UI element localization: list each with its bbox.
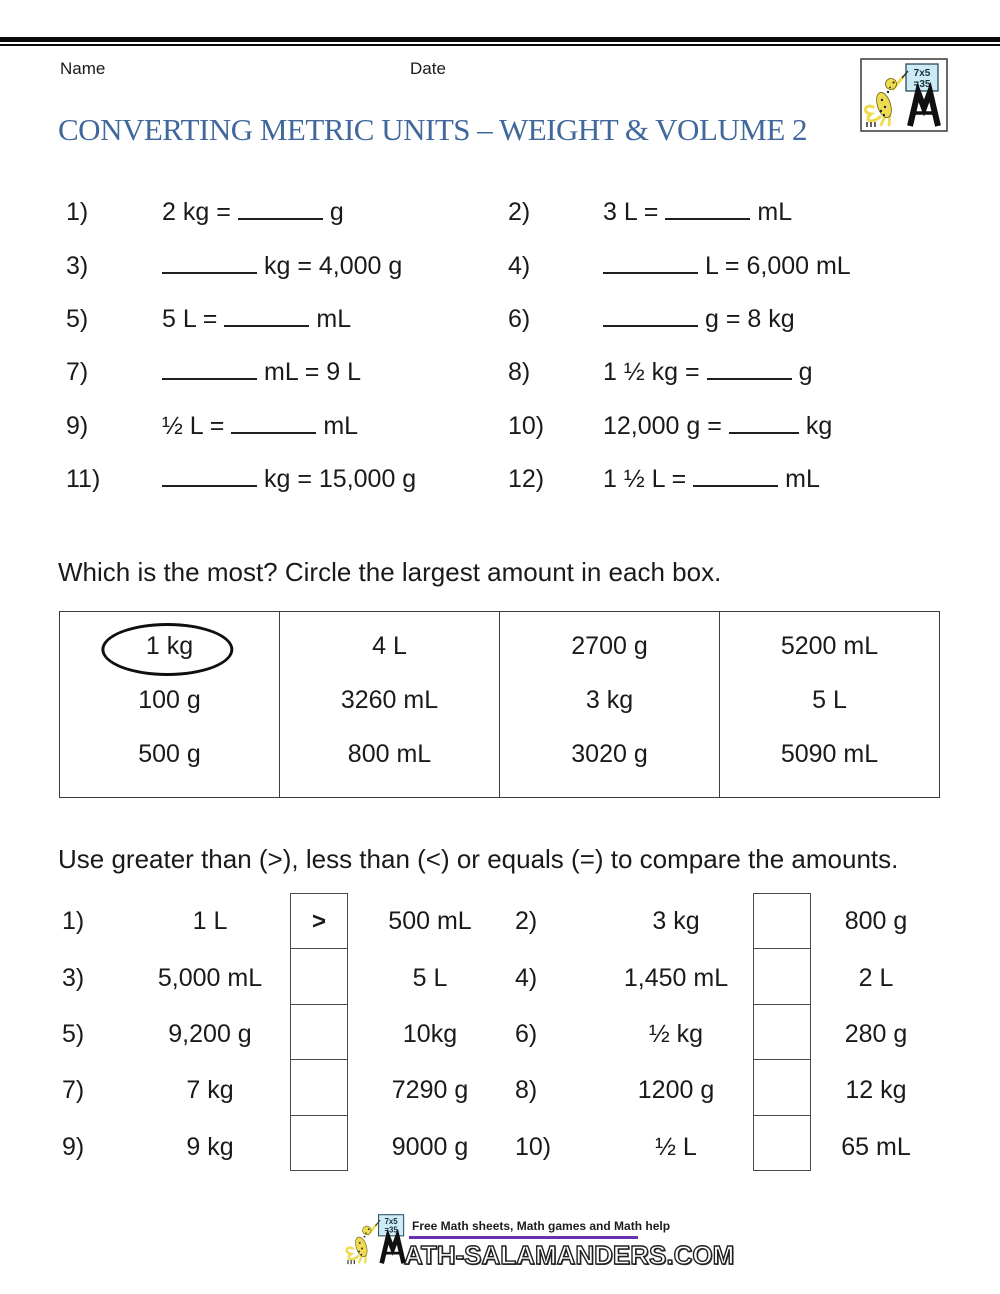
table-cell — [280, 619, 499, 673]
compare-amount: ½ kg — [648, 1020, 704, 1048]
compare-number: 4) — [515, 964, 538, 992]
table-column — [279, 612, 499, 797]
table-cell — [500, 673, 719, 727]
compare-section-prompt: Use greater than (>), less than (<) or equals (=) to compare the amounts. — [58, 844, 899, 874]
answer-blank — [238, 198, 323, 220]
amount-value: 3020 g — [571, 740, 648, 768]
problem-text: 12,000 g = kg — [603, 412, 833, 440]
compare-amount: 65 mL — [841, 1133, 911, 1161]
problem-number: 5) — [66, 305, 89, 333]
compare-row — [0, 962, 1000, 994]
footer-purple-rule — [409, 1236, 638, 1239]
problem-text: kg = 15,000 g — [162, 463, 416, 495]
problem-row — [0, 303, 1000, 335]
table-column — [499, 612, 719, 797]
circle-annotation — [101, 623, 233, 676]
compare-row — [0, 1018, 1000, 1050]
answer-blank — [162, 252, 257, 274]
compare-amount: 10kg — [402, 1020, 458, 1048]
compare-amount: 1200 g — [637, 1076, 715, 1104]
table-column — [719, 612, 939, 797]
answer-blank — [224, 305, 309, 327]
problem-number: 11) — [66, 465, 101, 493]
date-label: Date — [410, 59, 446, 78]
compare-number: 10) — [515, 1133, 552, 1161]
table-cell — [280, 727, 499, 781]
amount-value: 2700 g — [571, 632, 648, 660]
compare-amount: 7 kg — [186, 1076, 234, 1104]
answer-blank — [707, 358, 792, 380]
problem-number: 6) — [508, 305, 531, 333]
compare-amount: 5,000 mL — [157, 964, 263, 992]
compare-amount: 3 kg — [652, 907, 700, 935]
problem-number: 12) — [508, 465, 545, 493]
amount-value: 500 g — [138, 740, 201, 768]
amount-value: 100 g — [138, 686, 201, 714]
compare-amount: 1 L — [192, 907, 228, 935]
problem-text: 1 ½ L = mL — [603, 465, 820, 493]
compare-amount: 9000 g — [391, 1133, 469, 1161]
table-cell — [60, 727, 279, 781]
amount-value: 1 kg — [145, 632, 194, 660]
comparison-operator-box: > — [290, 893, 348, 949]
problem-row — [0, 463, 1000, 495]
problem-number: 2) — [508, 198, 531, 226]
compare-number: 6) — [515, 1020, 538, 1048]
amount-value: 5 L — [812, 686, 847, 714]
compare-number: 9) — [62, 1133, 85, 1161]
compare-amount: 5 L — [412, 964, 448, 992]
problem-row — [0, 196, 1000, 228]
table-cell — [280, 673, 499, 727]
compare-number: 7) — [62, 1076, 85, 1104]
answer-blank — [231, 412, 316, 434]
table-cell — [720, 727, 939, 781]
problem-text: 5 L = mL — [162, 305, 352, 333]
compare-amount: 2 L — [858, 964, 894, 992]
problem-row — [0, 356, 1000, 388]
problem-number: 4) — [508, 252, 531, 280]
answer-blank — [162, 358, 257, 380]
footer-tagline: Free Math sheets, Math games and Math help — [412, 1219, 671, 1233]
circle-section-prompt: Which is the most? Circle the largest amount in each box. — [58, 557, 722, 587]
name-label: Name — [60, 59, 106, 78]
table-cell — [500, 727, 719, 781]
compare-number: 8) — [515, 1076, 538, 1104]
compare-amount: 9,200 g — [168, 1020, 252, 1048]
compare-number: 2) — [515, 907, 538, 935]
amounts-table — [59, 611, 940, 798]
compare-row — [0, 1131, 1000, 1163]
footer-brand-text: ATH-SALAMANDERS.COM — [404, 1240, 735, 1270]
compare-amount: 1,450 mL — [623, 964, 729, 992]
problem-text: kg = 4,000 g — [162, 250, 402, 282]
page-title: CONVERTING METRIC UNITS – WEIGHT & VOLUME 2 — [58, 112, 808, 147]
table-column — [60, 612, 279, 797]
amount-value: 4 L — [372, 632, 407, 660]
compare-row — [0, 1074, 1000, 1106]
problem-number: 1) — [66, 198, 89, 226]
answer-blank — [665, 198, 750, 220]
table-cell — [60, 673, 279, 727]
table-cell — [720, 619, 939, 673]
amount-value: 5200 mL — [780, 632, 879, 660]
table-cell — [720, 673, 939, 727]
problem-row — [0, 410, 1000, 442]
compare-number: 5) — [62, 1020, 85, 1048]
compare-amount: 7290 g — [391, 1076, 469, 1104]
problem-number: 7) — [66, 358, 89, 386]
amount-value: 800 mL — [347, 740, 432, 768]
compare-row — [0, 905, 1000, 937]
compare-number: 1) — [62, 907, 85, 935]
amount-value: 3260 mL — [340, 686, 439, 714]
compare-amount: ½ L — [655, 1133, 697, 1161]
compare-amount: 280 g — [844, 1020, 908, 1048]
problem-text: mL = 9 L — [162, 356, 361, 388]
problem-number: 3) — [66, 252, 89, 280]
compare-amount: 9 kg — [186, 1133, 234, 1161]
table-cell — [500, 619, 719, 673]
compare-amount: 500 mL — [388, 907, 472, 935]
problem-number: 8) — [508, 358, 531, 386]
compare-number: 3) — [62, 964, 85, 992]
table-cell — [60, 619, 279, 673]
problem-number: 10) — [508, 412, 545, 440]
amount-value: 3 kg — [585, 686, 634, 714]
problem-text: 1 ½ kg = g — [603, 358, 813, 386]
problem-text: 3 L = mL — [603, 198, 793, 226]
answer-blank — [603, 252, 698, 274]
answer-blank — [693, 465, 778, 487]
answer-blank — [603, 305, 698, 327]
compare-amount: 800 g — [844, 907, 908, 935]
answer-blank — [729, 412, 799, 434]
answer-blank — [162, 465, 257, 487]
top-rule-thin — [0, 44, 1000, 46]
top-rule-thick — [0, 37, 1000, 42]
problem-text: g = 8 kg — [603, 303, 795, 335]
problem-text: ½ L = mL — [162, 412, 359, 440]
problem-text: L = 6,000 mL — [603, 250, 851, 282]
compare-amount: 12 kg — [845, 1076, 907, 1104]
footer-salamander-logo — [342, 1210, 412, 1268]
amount-value: 5090 mL — [780, 740, 879, 768]
problem-row — [0, 250, 1000, 282]
problem-number: 9) — [66, 412, 89, 440]
problem-text: 2 kg = g — [162, 198, 344, 226]
